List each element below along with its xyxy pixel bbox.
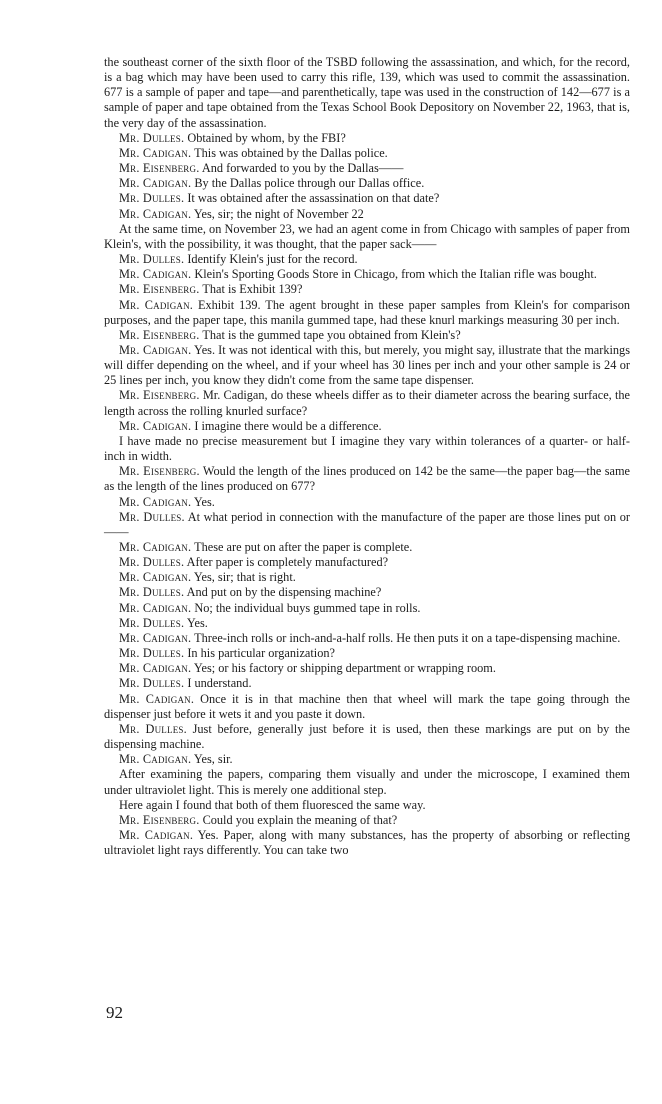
speaker-paragraph: [104, 813, 630, 828]
paragraph-text: And forwarded to you by the Dallas——: [201, 161, 404, 176]
speaker-name: Mr. Dulles.: [119, 509, 185, 524]
speaker-name: Mr. Dulles.: [119, 676, 185, 691]
speaker-paragraph: [104, 752, 630, 767]
speaker-paragraph: [104, 176, 630, 191]
speaker-paragraph: [104, 646, 630, 661]
speaker-name: Mr. Dulles.: [119, 555, 185, 570]
speaker-name: Mr. Cadigan.: [119, 827, 194, 842]
speaker-name: Mr. Cadigan.: [119, 418, 192, 433]
speaker-name: Mr. Cadigan.: [119, 494, 192, 509]
paragraph-text: Yes, sir; the night of November 22: [193, 206, 364, 221]
paragraph-text: That is the gummed tape you obtained from Klein's?: [202, 327, 461, 342]
paragraph-text: By the Dallas police through our Dallas office.: [194, 176, 425, 191]
paragraph-text: I have made no precise measurement but I imagine they vary within tolerances of a quarter- or half-inch in width.: [104, 433, 630, 464]
paragraph-text: Yes. It was not identical with this, but merely, you might say, illustrate that the markings will differ depending on the wheel, and if your wheel has 30 lines per inch and your other sample is 24 or 25 lines per inch, you know they didn't come from the same tape dispenser.: [104, 342, 630, 388]
speaker-name: Mr. Dulles.: [119, 130, 185, 145]
speaker-name: Mr. Dulles.: [119, 646, 185, 661]
speaker-paragraph: [104, 161, 630, 176]
speaker-paragraph: [104, 601, 630, 616]
speaker-name: Mr. Eisenberg.: [119, 388, 200, 403]
document-body: [104, 55, 630, 858]
speaker-paragraph: [104, 207, 630, 222]
speaker-name: Mr. Cadigan.: [119, 206, 192, 221]
paragraph-text: After paper is completely manufactured?: [186, 555, 389, 570]
speaker-paragraph: [104, 131, 630, 146]
paragraph-text: At what period in connection with the manufacture of the paper are those lines put on or——: [104, 509, 630, 539]
speaker-paragraph: [104, 388, 630, 418]
speaker-paragraph: [104, 464, 630, 494]
speaker-name: Mr. Cadigan.: [119, 661, 192, 676]
paragraph-text: After examining the papers, comparing them visually and under the microscope, I examined them under ultraviolet light. This is merely one additional step.: [104, 767, 630, 797]
paragraph-text: the southeast corner of the sixth floor of the TSBD following the assassination, and which, for the record, is a bag which may have been used to carry this rifle, 139, which was used to commit the assassination. 677 is a sample of paper and tape—and parenthetically, tape was used in the construction of 142—677 is a sample of paper and tape obtained from the Texas School Book Depository on November 22, 1963, that is, the very day of the assassination.: [104, 55, 630, 130]
speaker-name: Mr. Cadigan.: [119, 145, 192, 160]
speaker-name: Mr. Cadigan.: [119, 297, 194, 312]
paragraph-text: It was obtained after the assassination on that date?: [187, 191, 440, 206]
paragraph-text: Yes.: [186, 615, 208, 630]
speaker-paragraph: [104, 267, 630, 282]
speaker-paragraph: [104, 343, 630, 388]
paragraph-text: Just before, generally just before it is used, then these markings are put on by the dispensing machine.: [104, 721, 630, 752]
page-number: 92: [106, 1003, 123, 1022]
paragraph-text: Exhibit 139. The agent brought in these paper samples from Klein's for comparison purposes, and the paper tape, this manila gummed tape, had these knurl markings measuring 30 per inch.: [104, 297, 630, 327]
speaker-paragraph: [104, 191, 630, 206]
speaker-paragraph: [104, 298, 630, 328]
speaker-name: Mr. Cadigan.: [119, 176, 192, 191]
speaker-paragraph: [104, 495, 630, 510]
paragraph-text: Klein's Sporting Goods Store in Chicago, from which the Italian rifle was bought.: [194, 267, 597, 282]
paragraph-text: No; the individual buys gummed tape in rolls.: [194, 600, 421, 615]
speaker-name: Mr. Eisenberg.: [119, 282, 200, 297]
paragraph-text: Once it is in that machine then that wheel will mark the tape going through the dispenser just before it wets it and you paste it down.: [104, 691, 630, 721]
paragraph-text: Three-inch rolls or inch-and-a-half rolls. He then puts it on a tape-dispensing machine.: [194, 630, 621, 645]
speaker-name: Mr. Eisenberg.: [119, 812, 200, 827]
narrative-paragraph: [104, 222, 630, 252]
paragraph-text: Identify Klein's just for the record.: [187, 252, 358, 267]
speaker-name: Mr. Cadigan.: [119, 570, 192, 585]
speaker-paragraph: [104, 676, 630, 691]
speaker-paragraph: [104, 631, 630, 646]
paragraph-text: I understand.: [187, 676, 252, 691]
paragraph-text: That is Exhibit 139?: [202, 282, 303, 297]
speaker-name: Mr. Dulles.: [119, 252, 185, 267]
paragraph-text: Yes, sir; that is right.: [193, 570, 296, 585]
speaker-name: Mr. Eisenberg.: [119, 464, 200, 479]
narrative-paragraph: [104, 55, 630, 131]
paragraph-text: In his particular organization?: [187, 646, 335, 661]
narrative-paragraph: [104, 798, 630, 813]
speaker-name: Mr. Dulles.: [119, 191, 185, 206]
speaker-paragraph: [104, 419, 630, 434]
speaker-name: Mr. Cadigan.: [119, 540, 192, 554]
paragraph-text: Here again I found that both of them fluoresced the same way.: [119, 797, 426, 812]
paragraph-text: And put on by the dispensing machine?: [186, 585, 382, 600]
paragraph-text: Mr. Cadigan, do these wheels differ as to their diameter across the bearing surface, the length across the rolling knurled surface?: [104, 388, 630, 418]
speaker-paragraph: [104, 252, 630, 267]
speaker-name: Mr. Eisenberg.: [119, 327, 200, 342]
paragraph-text: Obtained by whom, by the FBI?: [187, 130, 346, 145]
paragraph-text: Yes, sir.: [193, 752, 233, 767]
speaker-paragraph: [104, 616, 630, 631]
speaker-paragraph: [104, 828, 630, 858]
speaker-paragraph: [104, 282, 630, 297]
paragraph-text: I imagine there would be a difference.: [194, 418, 382, 433]
speaker-paragraph: [104, 661, 630, 676]
speaker-paragraph: [104, 585, 630, 600]
paragraph-text: Yes.: [193, 494, 215, 509]
speaker-name: Mr. Dulles.: [119, 615, 185, 630]
speaker-name: Mr. Cadigan.: [119, 691, 195, 706]
paragraph-text: Would the length of the lines produced on 142 be the same—the paper bag—the same as the length of the lines produced on 677?: [104, 464, 630, 494]
paragraph-text: This was obtained by the Dallas police.: [194, 145, 388, 160]
speaker-name: Mr. Dulles.: [119, 585, 185, 600]
speaker-name: Mr. Dulles.: [119, 721, 187, 736]
speaker-paragraph: [104, 510, 630, 540]
speaker-paragraph: [104, 722, 630, 752]
speaker-paragraph: [104, 146, 630, 161]
paragraph-text: Yes. Paper, along with many substances, has the property of absorbing or reflecting ultraviolet light rays differently. You can take two: [104, 827, 630, 858]
speaker-name: Mr. Cadigan.: [119, 630, 192, 645]
speaker-name: Mr. Cadigan.: [119, 342, 192, 357]
paragraph-text: At the same time, on November 23, we had an agent come in from Chicago with samples of paper from Klein's, with the possibility, it was thought, that the paper sack——: [104, 221, 630, 251]
narrative-paragraph: [104, 767, 630, 797]
speaker-name: Mr. Cadigan.: [119, 600, 192, 615]
speaker-paragraph: [104, 328, 630, 343]
speaker-paragraph: [104, 555, 630, 570]
speaker-name: Mr. Eisenberg.: [119, 161, 200, 176]
speaker-paragraph: [104, 540, 630, 555]
paragraph-text: Yes; or his factory or shipping department or wrapping room.: [193, 661, 496, 676]
speaker-paragraph: [104, 570, 630, 585]
paragraph-text: Could you explain the meaning of that?: [202, 812, 398, 827]
speaker-name: Mr. Cadigan.: [119, 752, 192, 767]
narrative-paragraph: [104, 434, 630, 464]
speaker-name: Mr. Cadigan.: [119, 267, 192, 282]
paragraph-text: These are put on after the paper is complete.: [194, 540, 413, 554]
speaker-paragraph: [104, 692, 630, 722]
